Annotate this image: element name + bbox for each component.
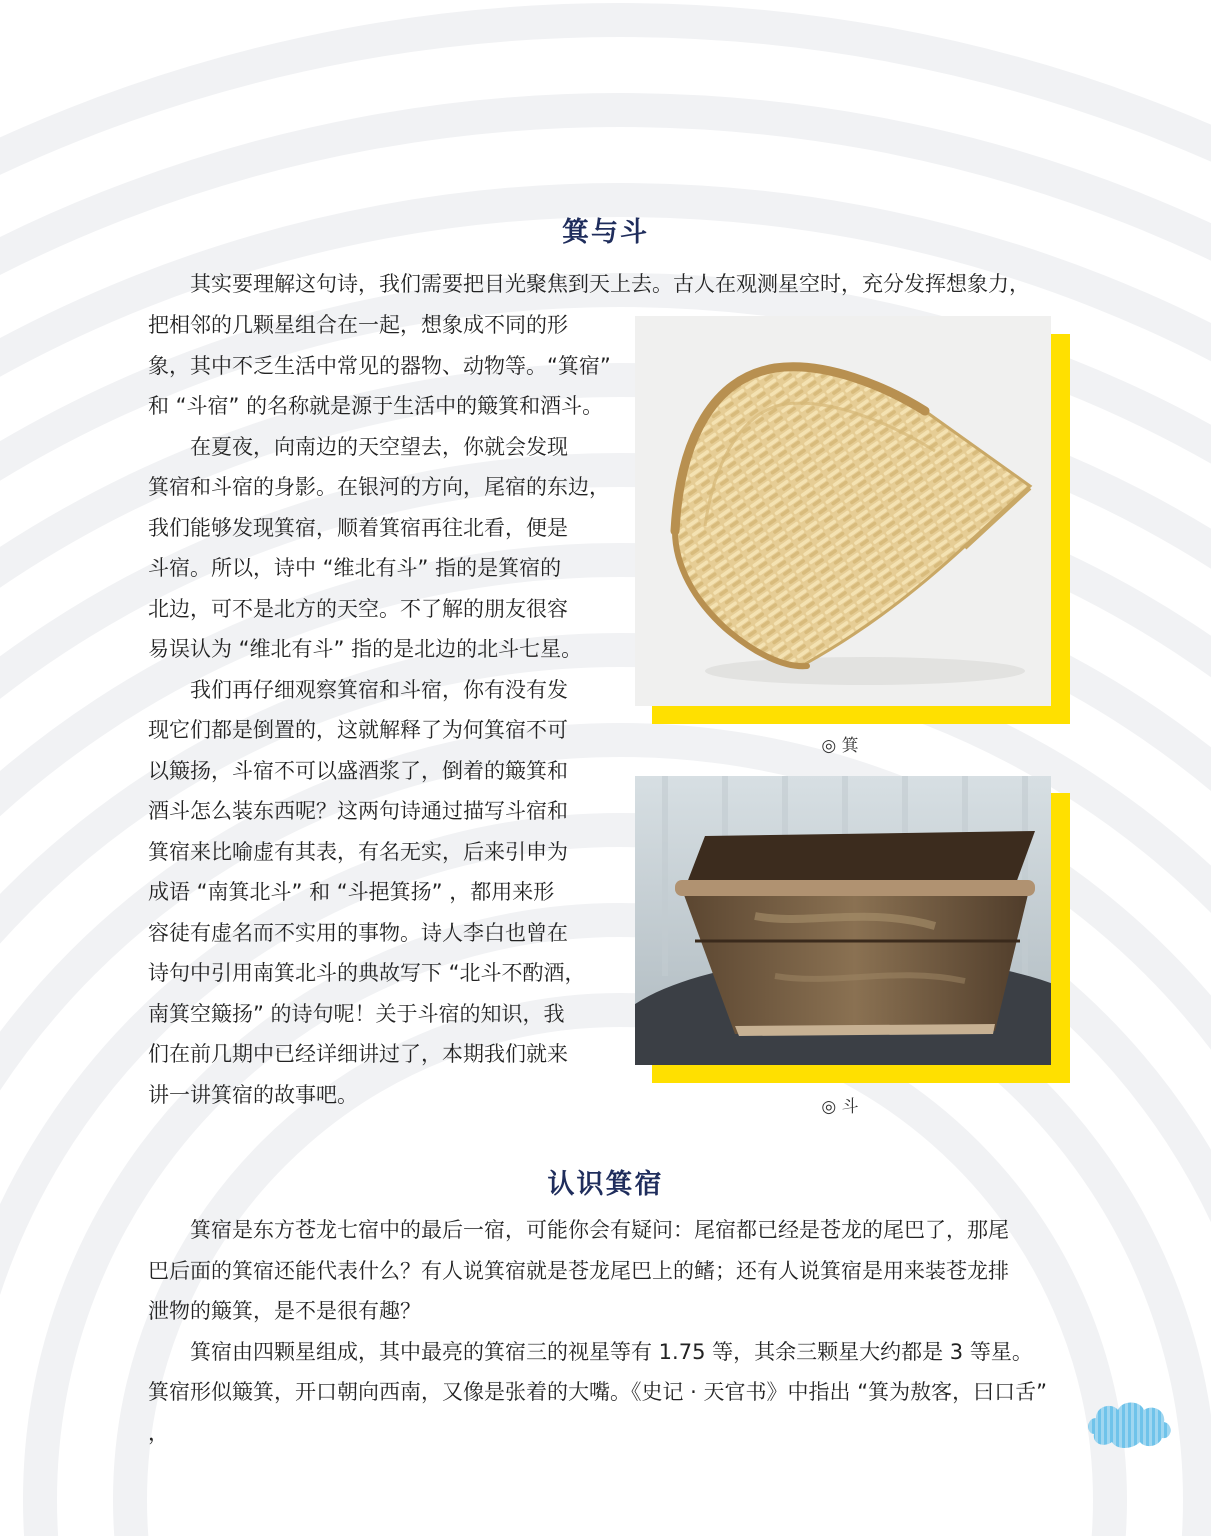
caption-ji: ◎ 箕 [821,736,859,756]
text-line: 箕宿来比喻虚有其表，有名无实，后来引申为 [148,839,568,864]
text-line: 讲一讲箕宿的故事吧。 [148,1082,358,1107]
text-line: 南箕空簸扬” 的诗句呢！关于斗宿的知识，我 [148,1001,565,1026]
text-line: 成语 “南箕北斗” 和 “斗挹箕扬” ，都用来形 [148,880,555,904]
section-title-ji-yu-dou: 箕与斗 [562,217,649,248]
text-line: 容徒有虚名而不实用的事物。诗人李白也曾在 [148,920,568,945]
text-line: 在夏夜，向南边的天空望去，你就会发现 [190,434,568,459]
text-line: 巴后面的箕宿还能代表什么？有人说箕宿就是苍龙尾巴上的鳍；还有人说箕宿是用来装苍龙排 [148,1258,1009,1283]
left-column-text [148,305,618,1115]
text-line: 诗句中引用南箕北斗的典故写下 “北斗不酌酒， [148,961,586,985]
wooden-measure-photo [635,776,1051,1065]
text-line: 酒斗怎么装东西呢？这两句诗通过描写斗宿和 [148,799,568,823]
section2-text [148,1210,1073,1453]
text-line: 我们能够发现箕宿，顺着箕宿再往北看，便是 [148,515,568,540]
text-line: 箕宿形似簸箕，开口朝向西南，又像是张着的大嘴。《史记 · 天官书》中指出 “箕为敖客，曰口舌” ， [148,1380,1047,1445]
text-line: 和 “斗宿” 的名称就是源于生活中的簸箕和酒斗。 [148,394,604,418]
text-line: 箕宿由四颗星组成，其中最亮的箕宿三的视星等有 1.75 等，其余三颗星大约都是 3 等星。 [190,1339,1033,1364]
text-line: 现它们都是倒置的，这就解释了为何箕宿不可 [148,718,568,742]
text-line: 象，其中不乏生活中常见的器物、动物等。“箕宿” [148,353,611,378]
text-line: 把相邻的几颗星组合在一起，想象成不同的形 [148,313,568,337]
page-badge-cloud [1086,1396,1172,1452]
text-line: 以簸扬，斗宿不可以盛酒浆了，倒着的簸箕和 [148,758,568,783]
text-line: 我们再仔细观察箕宿和斗宿，你有没有发 [190,677,568,702]
intro-paragraph [148,264,1068,305]
intro-line: 其实要理解这句诗，我们需要把目光聚焦到天上去。古人在观测星空时，充分发挥想象力， [190,272,1030,296]
winnowing-basket-photo [635,316,1051,706]
text-line: 易误认为 “维北有斗” 指的是北边的北斗七星。 [148,637,583,661]
text-line: 斗宿。所以，诗中 “维北有斗” 指的是箕宿的 [148,556,562,580]
text-line: 们在前几期中已经详细讲过了，本期我们就来 [148,1042,568,1066]
text-line: 箕宿和斗宿的身影。在银河的方向，尾宿的东边， [148,475,610,499]
text-line: 北边，可不是北方的天空。不了解的朋友很容 [148,596,568,621]
text-line: 泄物的簸箕，是不是很有趣？ [148,1299,421,1323]
caption-dou: ◎ 斗 [821,1097,859,1117]
section-title-ren-shi-ji-su: 认识箕宿 [547,1169,664,1200]
text-line: 箕宿是东方苍龙七宿中的最后一宿，可能你会有疑问：尾宿都已经是苍龙的尾巴了，那尾 [190,1218,1009,1242]
